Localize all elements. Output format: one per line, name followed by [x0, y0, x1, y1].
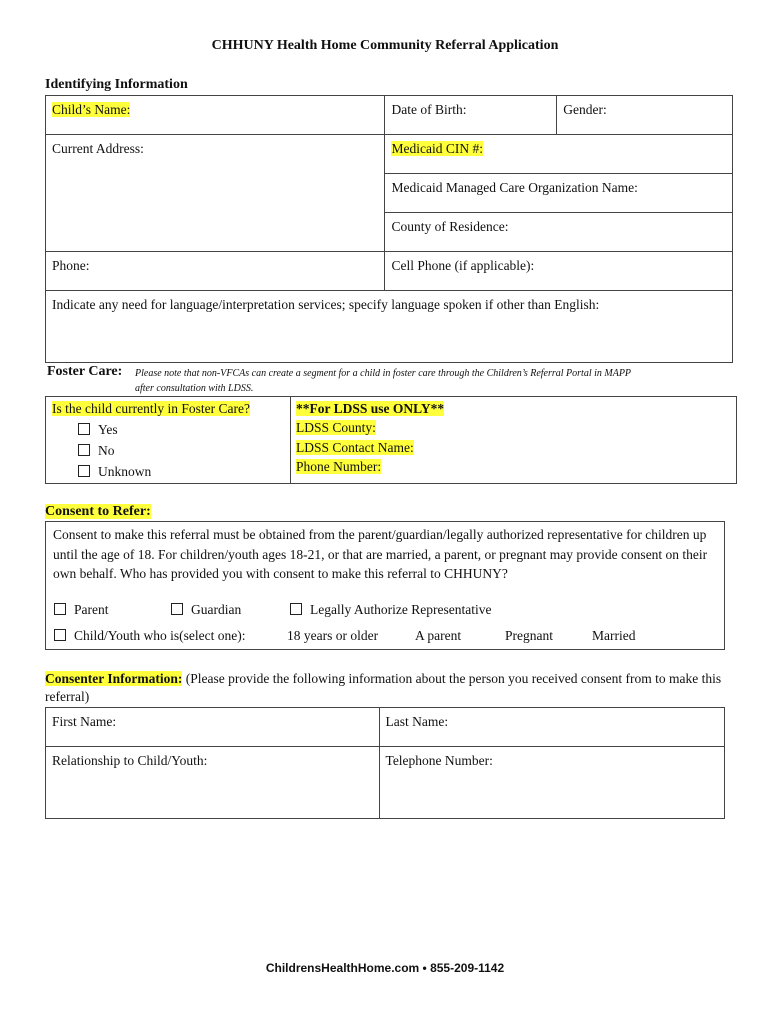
consent-box: [45, 521, 725, 650]
dob-label: Date of Birth:: [391, 102, 467, 117]
telephone-field[interactable]: [379, 747, 724, 819]
county-field[interactable]: [385, 213, 733, 252]
ldss-phone-label: Phone Number:: [296, 459, 382, 474]
checkbox-icon[interactable]: [54, 629, 66, 641]
foster-care-box: [45, 396, 737, 484]
page-title: CHHUNY Health Home Community Referral Application: [211, 38, 559, 53]
address-label: Current Address:: [52, 141, 144, 156]
section-heading-identifying: Identifying Information: [45, 77, 188, 92]
childs-name-label: Child’s Name:: [52, 102, 131, 117]
telephone-label: Telephone Number:: [385, 753, 493, 768]
medicaid-cin-field[interactable]: [385, 135, 733, 174]
section-heading-consent: Consent to Refer:: [45, 504, 151, 519]
checkbox-icon[interactable]: [78, 423, 90, 435]
consent-option-parent[interactable]: [54, 602, 109, 618]
gender-field[interactable]: [557, 96, 733, 135]
county-label: County of Residence:: [391, 219, 509, 234]
consent-option-lar[interactable]: [290, 602, 491, 618]
foster-note-line1: Please note that non-VFCAs can create a segment for a child in foster care through the Children’s Referral Portal in MAPP: [135, 368, 632, 379]
consent-text: Consent to make this referral must be obtained from the parent/guardian/legally authorized representative for children up until the age of 18. For children/youth ages 18-21, or that are married, a parent, or pregnant may provide consent on their own behalf. Who has provided you with consent to make this referral to CHHUNY?: [53, 527, 708, 581]
address-field[interactable]: [46, 135, 385, 252]
mco-field[interactable]: [385, 174, 733, 213]
foster-option-unknown[interactable]: [78, 464, 151, 480]
section-heading-foster: Foster Care:: [47, 364, 123, 379]
ldss-heading: **For LDSS use ONLY**: [296, 401, 445, 416]
foster-option-label: Unknown: [98, 464, 152, 479]
first-name-label: First Name:: [52, 714, 117, 729]
language-label: Indicate any need for language/interpretation services; specify language spoken if other than English:: [52, 297, 600, 312]
ldss-contact-label: LDSS Contact Name:: [296, 440, 414, 455]
gender-label: Gender:: [563, 102, 607, 117]
foster-note: [135, 366, 735, 396]
childs-name-field[interactable]: [46, 96, 385, 135]
consent-option-label: Child/Youth who is(select one):: [74, 628, 246, 643]
checkbox-icon[interactable]: [78, 444, 90, 456]
language-field[interactable]: [46, 291, 733, 363]
relationship-label: Relationship to Child/Youth:: [52, 753, 208, 768]
medicaid-cin-label: Medicaid CIN #:: [391, 141, 483, 156]
consent-option-label: Guardian: [191, 602, 242, 617]
cell-phone-field[interactable]: [385, 252, 733, 291]
consenter-intro: [45, 670, 725, 706]
footer: ChildrensHealthHome.com • 855-209-1142: [265, 961, 505, 975]
foster-option-label: Yes: [98, 422, 118, 437]
identifying-table: [45, 95, 733, 363]
consent-option-guardian[interactable]: [171, 602, 241, 618]
phone-field[interactable]: [46, 252, 385, 291]
checkbox-icon[interactable]: [54, 603, 66, 615]
consent-option-youth[interactable]: [54, 628, 246, 644]
consenter-table: [45, 707, 725, 819]
foster-note-line2: after consultation with LDSS.: [135, 383, 254, 394]
foster-question: Is the child currently in Foster Care?: [52, 401, 250, 416]
consenter-desc: (Please provide the following information about the person you received consent from to make this referral): [45, 671, 722, 704]
consent-option-label: Parent: [74, 602, 109, 617]
foster-option-yes[interactable]: [78, 422, 118, 438]
checkbox-icon[interactable]: [78, 465, 90, 477]
dob-field[interactable]: [385, 96, 557, 135]
youth-option-parent[interactable]: A parent: [415, 628, 462, 643]
last-name-field[interactable]: [379, 708, 724, 747]
phone-label: Phone:: [52, 258, 90, 273]
mco-label: Medicaid Managed Care Organization Name:: [391, 180, 638, 195]
relationship-field[interactable]: [46, 747, 380, 819]
consent-option-label: Legally Authorize Representative: [310, 602, 492, 617]
youth-option-married[interactable]: Married: [592, 628, 636, 643]
checkbox-icon[interactable]: [290, 603, 302, 615]
foster-option-label: No: [98, 443, 115, 458]
section-heading-consenter: Consenter Information:: [45, 671, 183, 686]
ldss-county-label: LDSS County:: [296, 420, 376, 435]
last-name-label: Last Name:: [385, 714, 449, 729]
first-name-field[interactable]: [46, 708, 380, 747]
cell-phone-label: Cell Phone (if applicable):: [391, 258, 535, 273]
youth-option-18[interactable]: 18 years or older: [287, 628, 379, 643]
youth-option-pregnant[interactable]: Pregnant: [505, 628, 553, 643]
foster-option-no[interactable]: [78, 443, 115, 459]
foster-divider: [290, 397, 291, 483]
checkbox-icon[interactable]: [171, 603, 183, 615]
